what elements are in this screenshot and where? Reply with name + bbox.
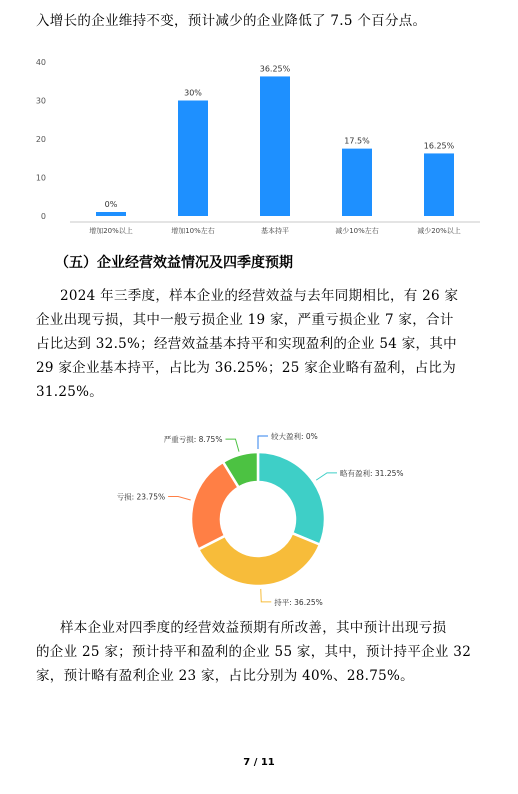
bar-value-label: 36.25%	[259, 64, 291, 74]
bar	[96, 212, 126, 216]
donut-slice-label: 持平: 36.25%	[274, 597, 323, 607]
y-tick-label: 10	[35, 173, 46, 183]
x-category-label: 基本持平	[261, 227, 289, 235]
para1-line: 企业出现亏损，其中一般亏损企业 19 家，严重亏损企业 7 家，合计	[36, 312, 454, 328]
bar-chart	[0, 50, 518, 250]
donut-leader-line	[225, 439, 239, 452]
bar-value-label: 30%	[184, 88, 202, 98]
para2-line: 样本企业对四季度的经营效益预期有所改善，其中预计出现亏损	[60, 620, 447, 636]
donut-slice-label: 较大盈利: 0%	[271, 432, 318, 441]
bar	[178, 101, 208, 217]
donut-slice	[258, 452, 325, 545]
bar-value-label: 17.5%	[344, 136, 370, 146]
donut-leader-line	[168, 496, 191, 500]
donut-leader-line	[316, 473, 337, 480]
section-heading: （五）企业经营效益情况及四季度预期	[55, 255, 293, 271]
y-tick-label: 40	[35, 58, 46, 67]
donut-slice-label: 亏损: 23.75%	[116, 492, 166, 502]
donut-leader-line	[261, 589, 272, 602]
y-tick-label: 30	[35, 96, 46, 106]
y-tick-label: 0	[40, 212, 46, 221]
intro-line: 入增长的企业维持不变，预计减少的企业降低了 7.5 个百分点。	[36, 13, 427, 29]
bar	[260, 76, 290, 216]
bar-value-label: 0%	[104, 200, 118, 209]
para2-line: 的企业 25 家；预计持平和盈利的企业 55 家，其中，预计持平企业 32	[36, 644, 472, 660]
para1-line: 占比达到 32.5%；经营效益基本持平和实现盈利的企业 54 家，其中	[36, 336, 457, 352]
donut-chart	[0, 415, 518, 615]
x-category-label: 增加20%以上	[89, 227, 133, 235]
donut-slice-label: 略有盈利: 31.25%	[340, 468, 404, 478]
bar	[342, 149, 372, 216]
para1-line: 31.25%。	[36, 384, 104, 400]
x-category-label: 增加10%左右	[171, 227, 215, 235]
bar	[424, 153, 454, 216]
para1-line: 2024 年三季度，样本企业的经营效益与去年同期相比，有 26 家	[60, 288, 459, 304]
x-category-label: 减少20%以上	[417, 227, 461, 235]
y-tick-label: 20	[35, 135, 46, 144]
donut-slice-label: 严重亏损: 8.75%	[163, 435, 223, 445]
x-category-label: 减少10%左右	[335, 227, 379, 235]
para1-line: 29 家企业基本持平，占比为 36.25%；25 家企业略有盈利，占比为	[36, 360, 457, 376]
para2-line: 家，预计略有盈利企业 23 家，占比分别为 40%、28.75%。	[36, 668, 414, 684]
bar-value-label: 16.25%	[423, 141, 455, 151]
page-number: 7 / 11	[243, 757, 275, 768]
donut-leader-line	[258, 436, 268, 449]
